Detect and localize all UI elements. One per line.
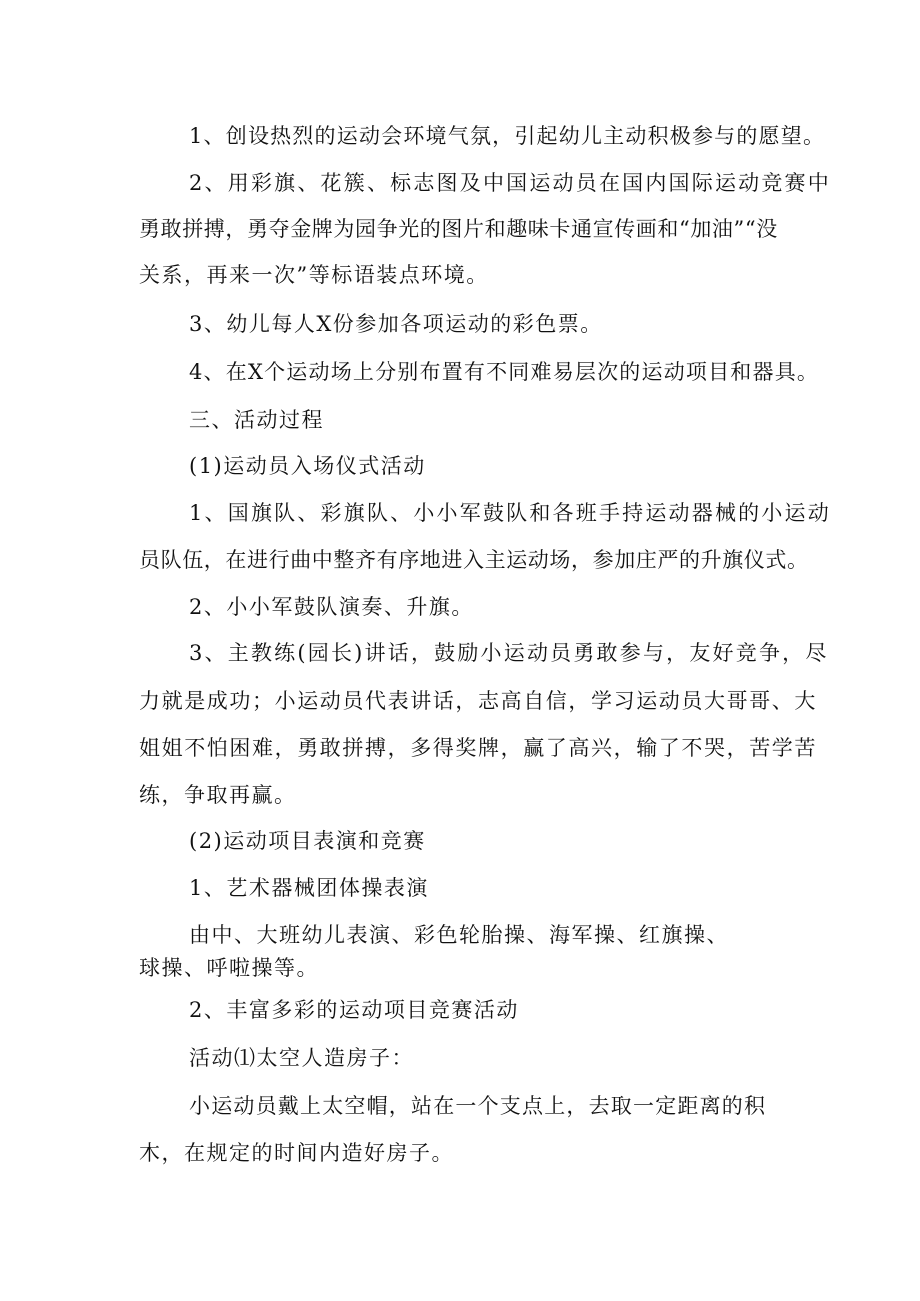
paragraph-line: 3、幼儿每人X份参加各项运动的彩色票。 — [189, 312, 603, 336]
paragraph-line: 1、创设热烈的运动会环境气氛，引起幼儿主动积极参与的愿望。 — [189, 124, 826, 148]
paragraph-line: 2、丰富多彩的运动项目竞赛活动 — [189, 998, 519, 1022]
paragraph-line: 练，争取再赢。 — [139, 783, 297, 807]
paragraph-line: 2、用彩旗、花簇、标志图及中国运动员在国内国际运动竞赛中 — [189, 171, 831, 195]
paragraph-line: 员队伍，在进行曲中整齐有序地进入主运动场，参加庄严的升旗仪式。 — [139, 548, 809, 572]
subsection-heading: (2)运动项目表演和竞赛 — [189, 829, 426, 853]
paragraph-line: 小运动员戴上太空帽，站在一个支点上，去取一定距离的积 — [189, 1094, 767, 1118]
paragraph-line: 由中、大班幼儿表演、彩色轮胎操、海军操、红旗操、 — [189, 923, 729, 947]
paragraph-line: 1、艺术器械团体操表演 — [189, 876, 429, 900]
subsection-heading: (1)运动员入场仪式活动 — [189, 454, 426, 478]
section-heading: 三、活动过程 — [189, 408, 324, 432]
paragraph-line: 姐姐不怕困难，勇敢拼搏，多得奖牌，赢了高兴，输了不哭，苦学苦 — [139, 736, 817, 760]
paragraph-line: 活动⑴太空人造房子： — [189, 1046, 414, 1070]
paragraph-line: 2、小小军鼓队演奏、升旗。 — [189, 595, 474, 619]
paragraph-line: 木，在规定的时间内造好房子。 — [139, 1141, 454, 1165]
paragraph-line: 关系，再来一次”等标语装点环境。 — [139, 263, 489, 287]
paragraph-line: 3、主教练(园长)讲话，鼓励小运动员勇敢参与，友好竞争，尽 — [189, 641, 829, 665]
paragraph-line: 力就是成功；小运动员代表讲话，志高自信，学习运动员大哥哥、大 — [139, 689, 817, 713]
paragraph-line: 4、在X个运动场上分别布置有不同难易层次的运动项目和器具。 — [189, 360, 820, 384]
paragraph-line: 球操、呼啦操等。 — [139, 956, 319, 980]
paragraph-line: 勇敢拼搏，勇夺金牌为园争光的图片和趣味卡通宣传画和“加油”“没 — [139, 217, 778, 241]
paragraph-line: 1、国旗队、彩旗队、小小军鼓队和各班手持运动器械的小运动 — [189, 501, 831, 525]
